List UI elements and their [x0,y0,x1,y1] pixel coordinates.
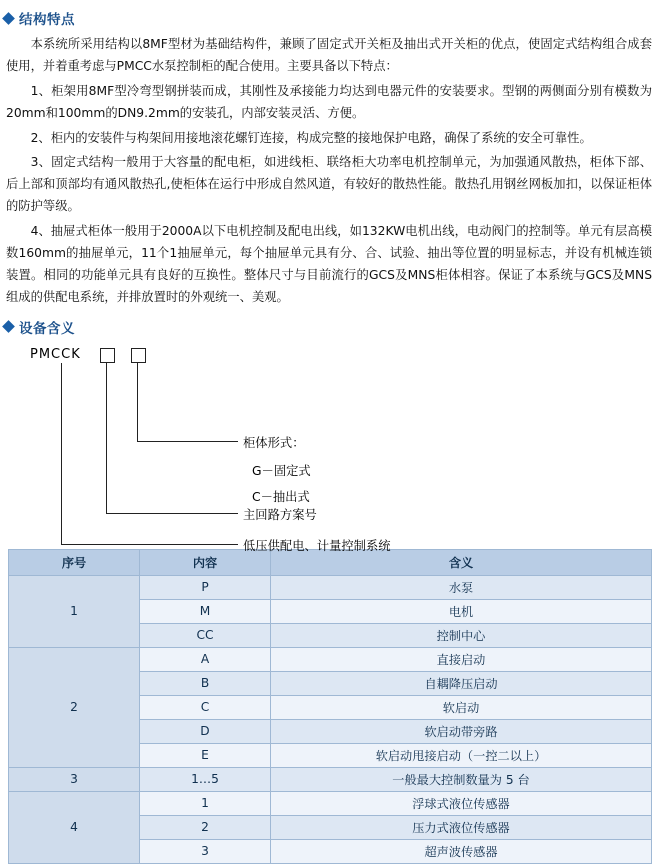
paragraph-1: 1、柜架用8MF型冷弯型钢拼装而成，其刚性及承接能力均达到电器元件的安装要求。型钢的两侧面分别有模数为20mm和100mm的DN9.2mm的安装孔，内部安装灵活、方便。 [6,83,652,120]
cell-meaning: 电机 [271,599,652,623]
cell-meaning: 压力式液位传感器 [271,815,652,839]
paragraph-4: 4、抽屉式柜体一般用于2000A以下电机控制及配电出线，如132KW电机出线，电动阀门的控制等。单元有层高模数160mm的抽屉单元，11个1抽屉单元，每个抽屉单元具有分、合、试验、抽出等位置的明显标志，并设有机械连锁装置。相同的功能单元具有良好的互换性。整体尺寸与目前流行的GCS及MNS柜体相容。保证了本系统与GCS及MNS组成的供配电系统，并排放置时的外观统一、美观。 [6,224,652,304]
cell-index: 1 [9,575,140,647]
cell-meaning: 软启动甩接启动（一控二以上） [271,743,652,767]
label-main-circuit: 主回路方案号 [243,507,317,522]
cell-meaning: 直接启动 [271,647,652,671]
cell-content: 3 [140,839,271,863]
label-box-type-title: 柜体形式： [243,435,305,450]
cell-content: E [140,743,271,767]
code-box-1 [100,348,115,363]
model-code-prefix: PMCCK [30,346,81,362]
cell-meaning: 超声波传感器 [271,839,652,863]
paragraph-2: 2、柜内的安装件与构架间用接地滚花螺钉连接，构成完整的接地保护电路，确保了系统的安全可靠性。 [30,130,592,145]
cell-content: D [140,719,271,743]
label-box-type-c: C－抽出式 [252,489,310,504]
table-row [9,767,652,791]
cell-meaning: 浮球式液位传感器 [271,791,652,815]
cell-content: 1…5 [140,767,271,791]
cell-index: 2 [9,647,140,767]
cell-content: A [140,647,271,671]
cell-meaning: 水泵 [271,575,652,599]
cell-meaning: 一般最大控制数量为 5 台 [271,767,652,791]
cell-content: B [140,671,271,695]
cell-content: CC [140,623,271,647]
cell-content: C [140,695,271,719]
model-code-diagram [0,343,660,553]
cell-content: 2 [140,815,271,839]
meaning-table [8,549,652,864]
section-title-equipment: 设备含义 [19,320,75,337]
cell-content: P [140,575,271,599]
paragraph-intro: 本系统所采用结构以8MF型材为基础结构件，兼顾了固定式开关柜及抽出式开关柜的优点，使固定式结构组合成套使用，并着重考虑与PMCC水泵控制柜的配合使用。主要具备以下特点： [6,37,652,73]
leader-line-system [61,363,238,545]
cell-meaning: 自耦降压启动 [271,671,652,695]
cell-index: 3 [9,767,140,791]
structure-body [6,34,652,309]
section-title-structure: 结构特点 [19,12,75,28]
document-page [0,8,660,859]
section-header-equipment [4,317,660,337]
table-header-meaning: 含义 [271,549,652,575]
paragraph-3: 3、固定式结构一般用于大容量的配电柜，如进线柜、联络柜大功率电机控制单元，为加强通风散热，柜体下部、后上部和顶部均有通风散热孔,使柜体在运行中形成自然风道，有较好的散热性能。散热孔用钢丝网板加扣，以保证柜体的防护等级。 [6,155,652,214]
table-header-content: 内容 [140,549,271,575]
table-header-index: 序号 [9,549,140,575]
diamond-bullet-icon [2,320,15,333]
cell-meaning: 控制中心 [271,623,652,647]
cell-meaning: 软启动带旁路 [271,719,652,743]
cell-index: 4 [9,791,140,863]
diamond-bullet-icon [2,12,15,25]
table-row [9,575,652,599]
cell-content: M [140,599,271,623]
label-box-type-g: G－固定式 [252,463,311,478]
label-system: 低压供配电、计量控制系统 [243,538,391,553]
cell-content: 1 [140,791,271,815]
cell-meaning: 软启动 [271,695,652,719]
table-row [9,647,652,671]
section-header-structure [4,8,660,28]
code-box-2 [131,348,146,363]
table-row [9,791,652,815]
